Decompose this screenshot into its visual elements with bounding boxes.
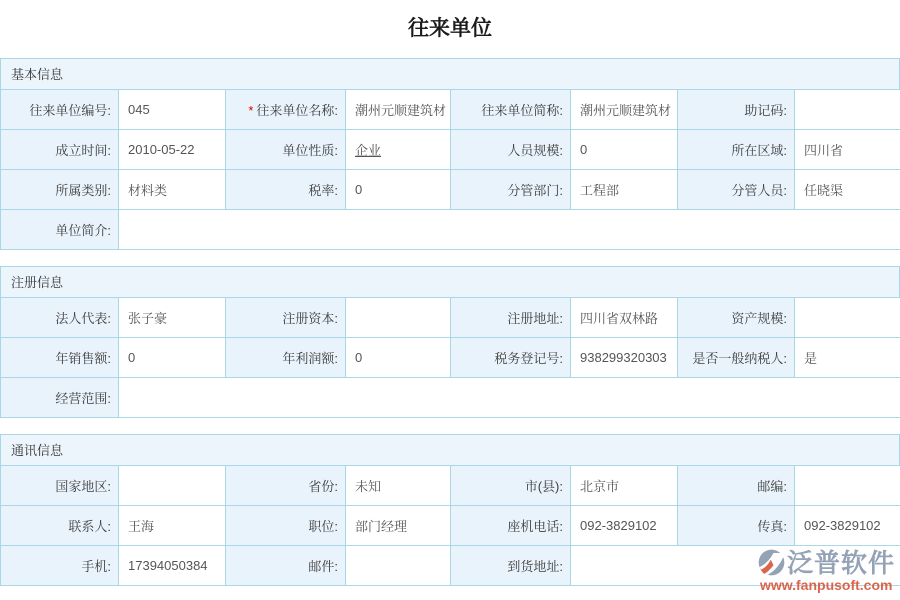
field-value-postcode	[795, 466, 900, 506]
field-value-tax-registration-no: 938299320303	[571, 338, 678, 378]
field-value-person-in-charge: 任晓渠	[795, 170, 900, 210]
field-label-asset-scale: 资产规模:	[678, 298, 795, 338]
section-title-communication-info: 通讯信息	[0, 434, 900, 465]
field-label-region: 所在区域:	[678, 130, 795, 170]
field-label-person-in-charge: 分管人员:	[678, 170, 795, 210]
required-marker: *	[248, 103, 254, 118]
field-value-unit-code: 045	[119, 90, 226, 130]
field-label-city: 市(县):	[451, 466, 571, 506]
section-registration-info	[0, 266, 900, 418]
fanpu-logo-icon	[758, 549, 785, 576]
section-title-basic-info: 基本信息	[0, 58, 900, 89]
table-row	[1, 298, 900, 338]
field-label-tax-registration-no: 税务登记号:	[451, 338, 571, 378]
table-row	[1, 210, 900, 250]
field-value-mnemonic-code	[795, 90, 900, 130]
field-label-fax: 传真:	[678, 506, 795, 546]
field-value-registered-address: 四川省双林路	[571, 298, 678, 338]
field-label-tax-rate: 税率:	[226, 170, 346, 210]
field-label-legal-rep: 法人代表:	[1, 298, 119, 338]
watermark	[758, 549, 895, 592]
field-value-asset-scale	[795, 298, 900, 338]
field-label-unit-nature: 单位性质:	[226, 130, 346, 170]
field-label-founded-date: 成立时间:	[1, 130, 119, 170]
section-title-registration-info: 注册信息	[0, 266, 900, 297]
table-row	[1, 170, 900, 210]
field-label-general-taxpayer: 是否一般纳税人:	[678, 338, 795, 378]
watermark-brand-row	[758, 549, 895, 576]
field-label-text: 往来单位名称:	[256, 103, 338, 118]
field-value-contact-person: 王海	[119, 506, 226, 546]
field-value-legal-rep: 张子豪	[119, 298, 226, 338]
field-value-province: 未知	[346, 466, 451, 506]
field-label-contact-person: 联系人:	[1, 506, 119, 546]
field-value-registered-capital	[346, 298, 451, 338]
table-row	[1, 378, 900, 418]
field-label-annual-sales: 年销售额:	[1, 338, 119, 378]
field-value-landline: 092-3829102	[571, 506, 678, 546]
field-value-region: 四川省	[795, 130, 900, 170]
field-value-mobile: 17394050384	[119, 546, 226, 586]
field-value-business-scope	[119, 378, 900, 418]
field-value-unit-name: 潮州元顺建筑材	[346, 90, 451, 130]
field-label-postcode: 邮编:	[678, 466, 795, 506]
watermark-url: www.fanpusoft.com	[759, 577, 893, 593]
table-row	[1, 90, 900, 130]
field-label-unit-code: 往来单位编号:	[1, 90, 119, 130]
field-value-unit-profile	[119, 210, 900, 250]
field-value-fax: 092-3829102	[795, 506, 900, 546]
basic-info-table	[0, 89, 900, 250]
watermark-brand-text: 泛普软件	[786, 547, 895, 578]
field-value-annual-profit: 0	[346, 338, 451, 378]
field-label-mobile: 手机:	[1, 546, 119, 586]
field-label-unit-profile: 单位简介:	[1, 210, 119, 250]
field-value-tax-rate: 0	[346, 170, 451, 210]
field-label-business-scope: 经营范围:	[1, 378, 119, 418]
field-value-country-region	[119, 466, 226, 506]
field-value-founded-date: 2010-05-22	[119, 130, 226, 170]
table-row	[1, 130, 900, 170]
field-value-city: 北京市	[571, 466, 678, 506]
field-label-unit-short-name: 往来单位简称:	[451, 90, 571, 130]
field-value-email	[346, 546, 451, 586]
field-label-province: 省份:	[226, 466, 346, 506]
field-value-unit-nature[interactable]: 企业	[346, 130, 451, 170]
field-value-annual-sales: 0	[119, 338, 226, 378]
field-value-staff-scale: 0	[571, 130, 678, 170]
table-row	[1, 338, 900, 378]
field-value-position: 部门经理	[346, 506, 451, 546]
table-row	[1, 506, 900, 546]
field-value-category: 材料类	[119, 170, 226, 210]
registration-info-table	[0, 297, 900, 418]
table-row	[1, 466, 900, 506]
field-label-landline: 座机电话:	[451, 506, 571, 546]
field-label-annual-profit: 年利润额:	[226, 338, 346, 378]
field-label-registered-capital: 注册资本:	[226, 298, 346, 338]
field-label-email: 邮件:	[226, 546, 346, 586]
field-label-country-region: 国家地区:	[1, 466, 119, 506]
field-label-position: 职位:	[226, 506, 346, 546]
field-label-delivery-address: 到货地址:	[451, 546, 571, 586]
field-label-mnemonic-code: 助记码:	[678, 90, 795, 130]
field-value-dept-in-charge: 工程部	[571, 170, 678, 210]
page-title: 往来单位	[408, 17, 492, 40]
field-label-category: 所属类别:	[1, 170, 119, 210]
field-label-registered-address: 注册地址:	[451, 298, 571, 338]
section-basic-info	[0, 58, 900, 250]
field-value-unit-short-name: 潮州元顺建筑材	[571, 90, 678, 130]
field-label-unit-name	[226, 90, 346, 130]
field-label-staff-scale: 人员规模:	[451, 130, 571, 170]
field-label-dept-in-charge: 分管部门:	[451, 170, 571, 210]
field-value-general-taxpayer: 是	[795, 338, 900, 378]
